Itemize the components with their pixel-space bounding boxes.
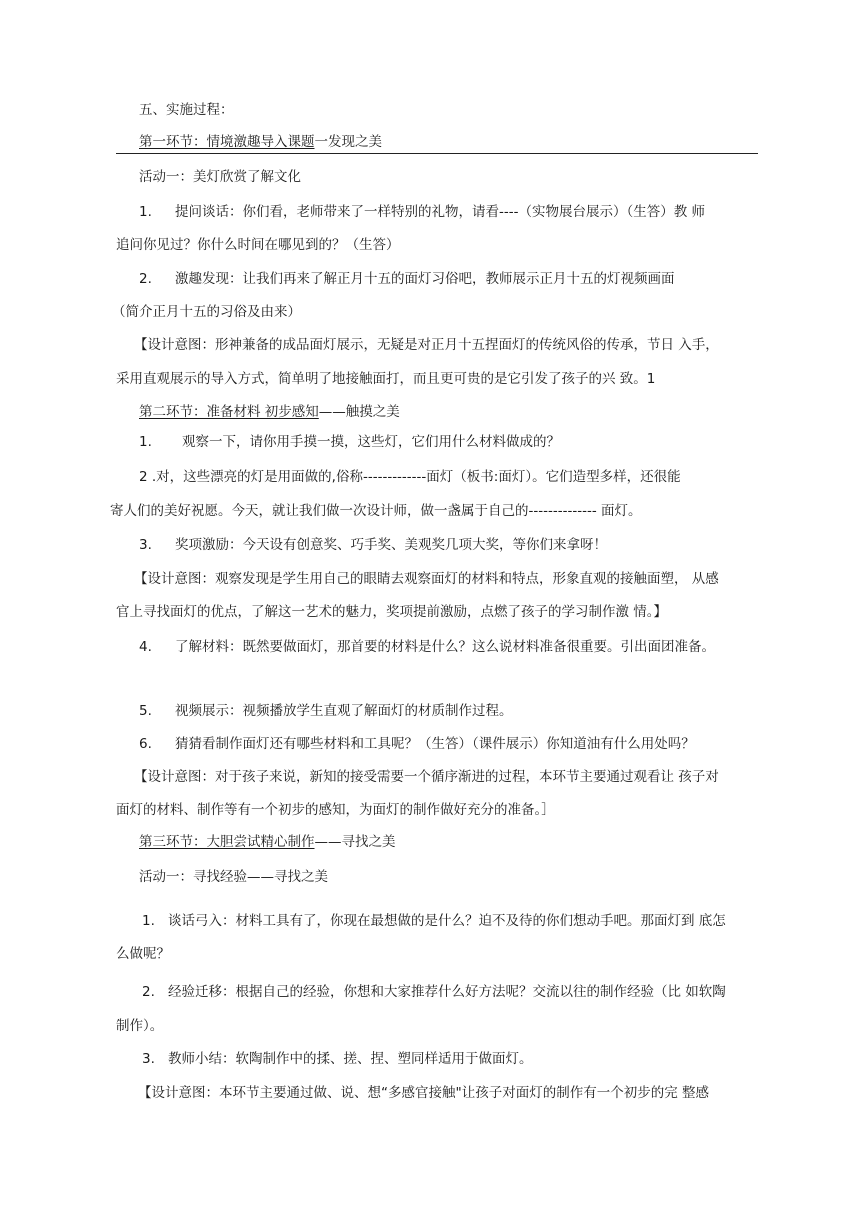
s3-item-1-num: 1. [142, 913, 155, 929]
stage-1-heading [139, 133, 382, 151]
s2-item-6-text: 猜猜看制作面灯还有哪些材料和工具呢？（生答）（课件展示）你知道油有什么用处吗？ [175, 736, 695, 752]
stage-3-title-underlined: 第三环节：大胆尝试精心制作 [139, 834, 315, 850]
stage-2-heading [139, 403, 400, 421]
s3-item-2-line2: 制作）。 [116, 1018, 164, 1034]
design-intent-1-line1: 【设计意图：形神兼备的成品面灯展示，无疑是对正月十五捏面灯的传统风俗的传承，节日 入手， [134, 337, 719, 353]
s2-item-1-text: 观察一下，请你用手摸一摸，这些灯，它们用什么材料做成的？ [182, 434, 560, 450]
design-intent-3-line1: 【设计意图：对于孩子来说，新知的接受需要一个循序渐进的过程，本环节主要通过观看让 孩子对 [134, 769, 719, 785]
design-intent-2-line1: 【设计意图：观察发现是学生用自己的眼睛去观察面灯的材料和特点，形象直观的接触面塑， 从感 [134, 571, 719, 587]
s2-item-2-line1: 2 .对，这些漂亮的灯是用面做的,俗称-------------面灯（板书:面灯）。它们造型多样，还很能 [139, 469, 681, 485]
s2-item-5-num: 5. [139, 703, 152, 719]
s3-item-3-num: 3. [142, 1051, 155, 1067]
stage-3-heading [139, 833, 396, 851]
s3-item-1-line1: 谈话弓入：材料工具有了，你现在最想做的是什么？迫不及待的你们想动手吧。那面灯到 底怎 [168, 913, 726, 929]
s2-item-5-text: 视频展示：视频播放学生直观了解面灯的材质制作过程。 [175, 703, 513, 719]
s3-item-2-num: 2. [142, 984, 155, 1000]
stage-2-title-underlined: 第二环节：准备材料 初步感知 [139, 404, 319, 420]
s2-item-2-line2: 寄人们的美好祝愿。今天，就让我们做一次设计师，做一盏属于自己的-------------- 面灯。 [110, 503, 642, 519]
s2-item-6-num: 6. [139, 736, 152, 752]
design-intent-1-line2: 采用直观展示的导入方式，简单明了地接触面打，而且更可贵的是它引发了孩子的兴 致。1 [116, 371, 656, 387]
s3-item-3-text: 教师小结：软陶制作中的揉、搓、捏、塑同样适用于做面灯。 [168, 1051, 533, 1067]
activity-3: 活动一：寻找经验——寻找之美 [139, 869, 328, 885]
s2-item-3-num: 3. [139, 537, 152, 553]
s1-item-2-num: 2. [139, 271, 152, 287]
s1-item-1-line2: 追问你见过？你什么时间在哪见到的？（生答） [116, 237, 400, 253]
design-intent-2-line2: 官上寻找面灯的优点，了解这一艺术的魅力，奖项提前激励，点燃了孩子的学习制作激 情。】 [116, 604, 668, 620]
s1-item-1-line1: 提问谈话：你们看，老师带来了一样特别的礼物，请看----（实物展台展示）（生答）教 师 [175, 204, 706, 220]
s1-item-2-line1: 激趣发现：让我们再来了解正月十五的面灯习俗吧，教师展示正月十五的灯视频画面 [175, 271, 675, 287]
s1-item-2-line2: （简介正月十五的习俗及由来） [112, 304, 301, 320]
heading-rule [116, 153, 758, 154]
s3-item-2-line1: 经验迁移：根据自己的经验，你想和大家推荐什么好方法呢？交流以往的制作经验（比 如软陶 [168, 984, 726, 1000]
stage-2-title-rest: ——触摸之美 [318, 404, 400, 420]
design-intent-4-line1: 【设计意图：本环节主要通过做、说、想“多感官接触"让孩子对面灯的制作有一个初步的完 整感 [138, 1085, 709, 1101]
s2-item-1-num: 1. [139, 434, 152, 450]
s2-item-4-text: 了解材料：既然要做面灯，那首要的材料是什么？这么说材料准备很重要。引出面团准备。 [175, 639, 715, 655]
activity-1: 活动一：美灯欣赏了解文化 [139, 169, 301, 185]
s2-item-4-num: 4. [139, 639, 152, 655]
stage-1-title-underlined: 第一环节：情境激趣导入课题 [139, 134, 315, 150]
s2-item-3-text: 奖项激励：今天设有创意奖、巧手奖、美观奖几项大奖，等你们来拿呀！ [175, 537, 607, 553]
section-title: 五、实施过程： [139, 102, 234, 118]
design-intent-3-line2: 面灯的材料、制作等有一个初步的感知，为面灯的制作做好充分的准备。］ [116, 802, 555, 818]
s1-item-1-num: 1. [139, 204, 152, 220]
stage-1-title-rest: 一发现之美 [314, 134, 382, 150]
stage-3-title-rest: ——寻找之美 [314, 834, 396, 850]
s3-item-1-line2: 么做呢？ [116, 946, 170, 962]
